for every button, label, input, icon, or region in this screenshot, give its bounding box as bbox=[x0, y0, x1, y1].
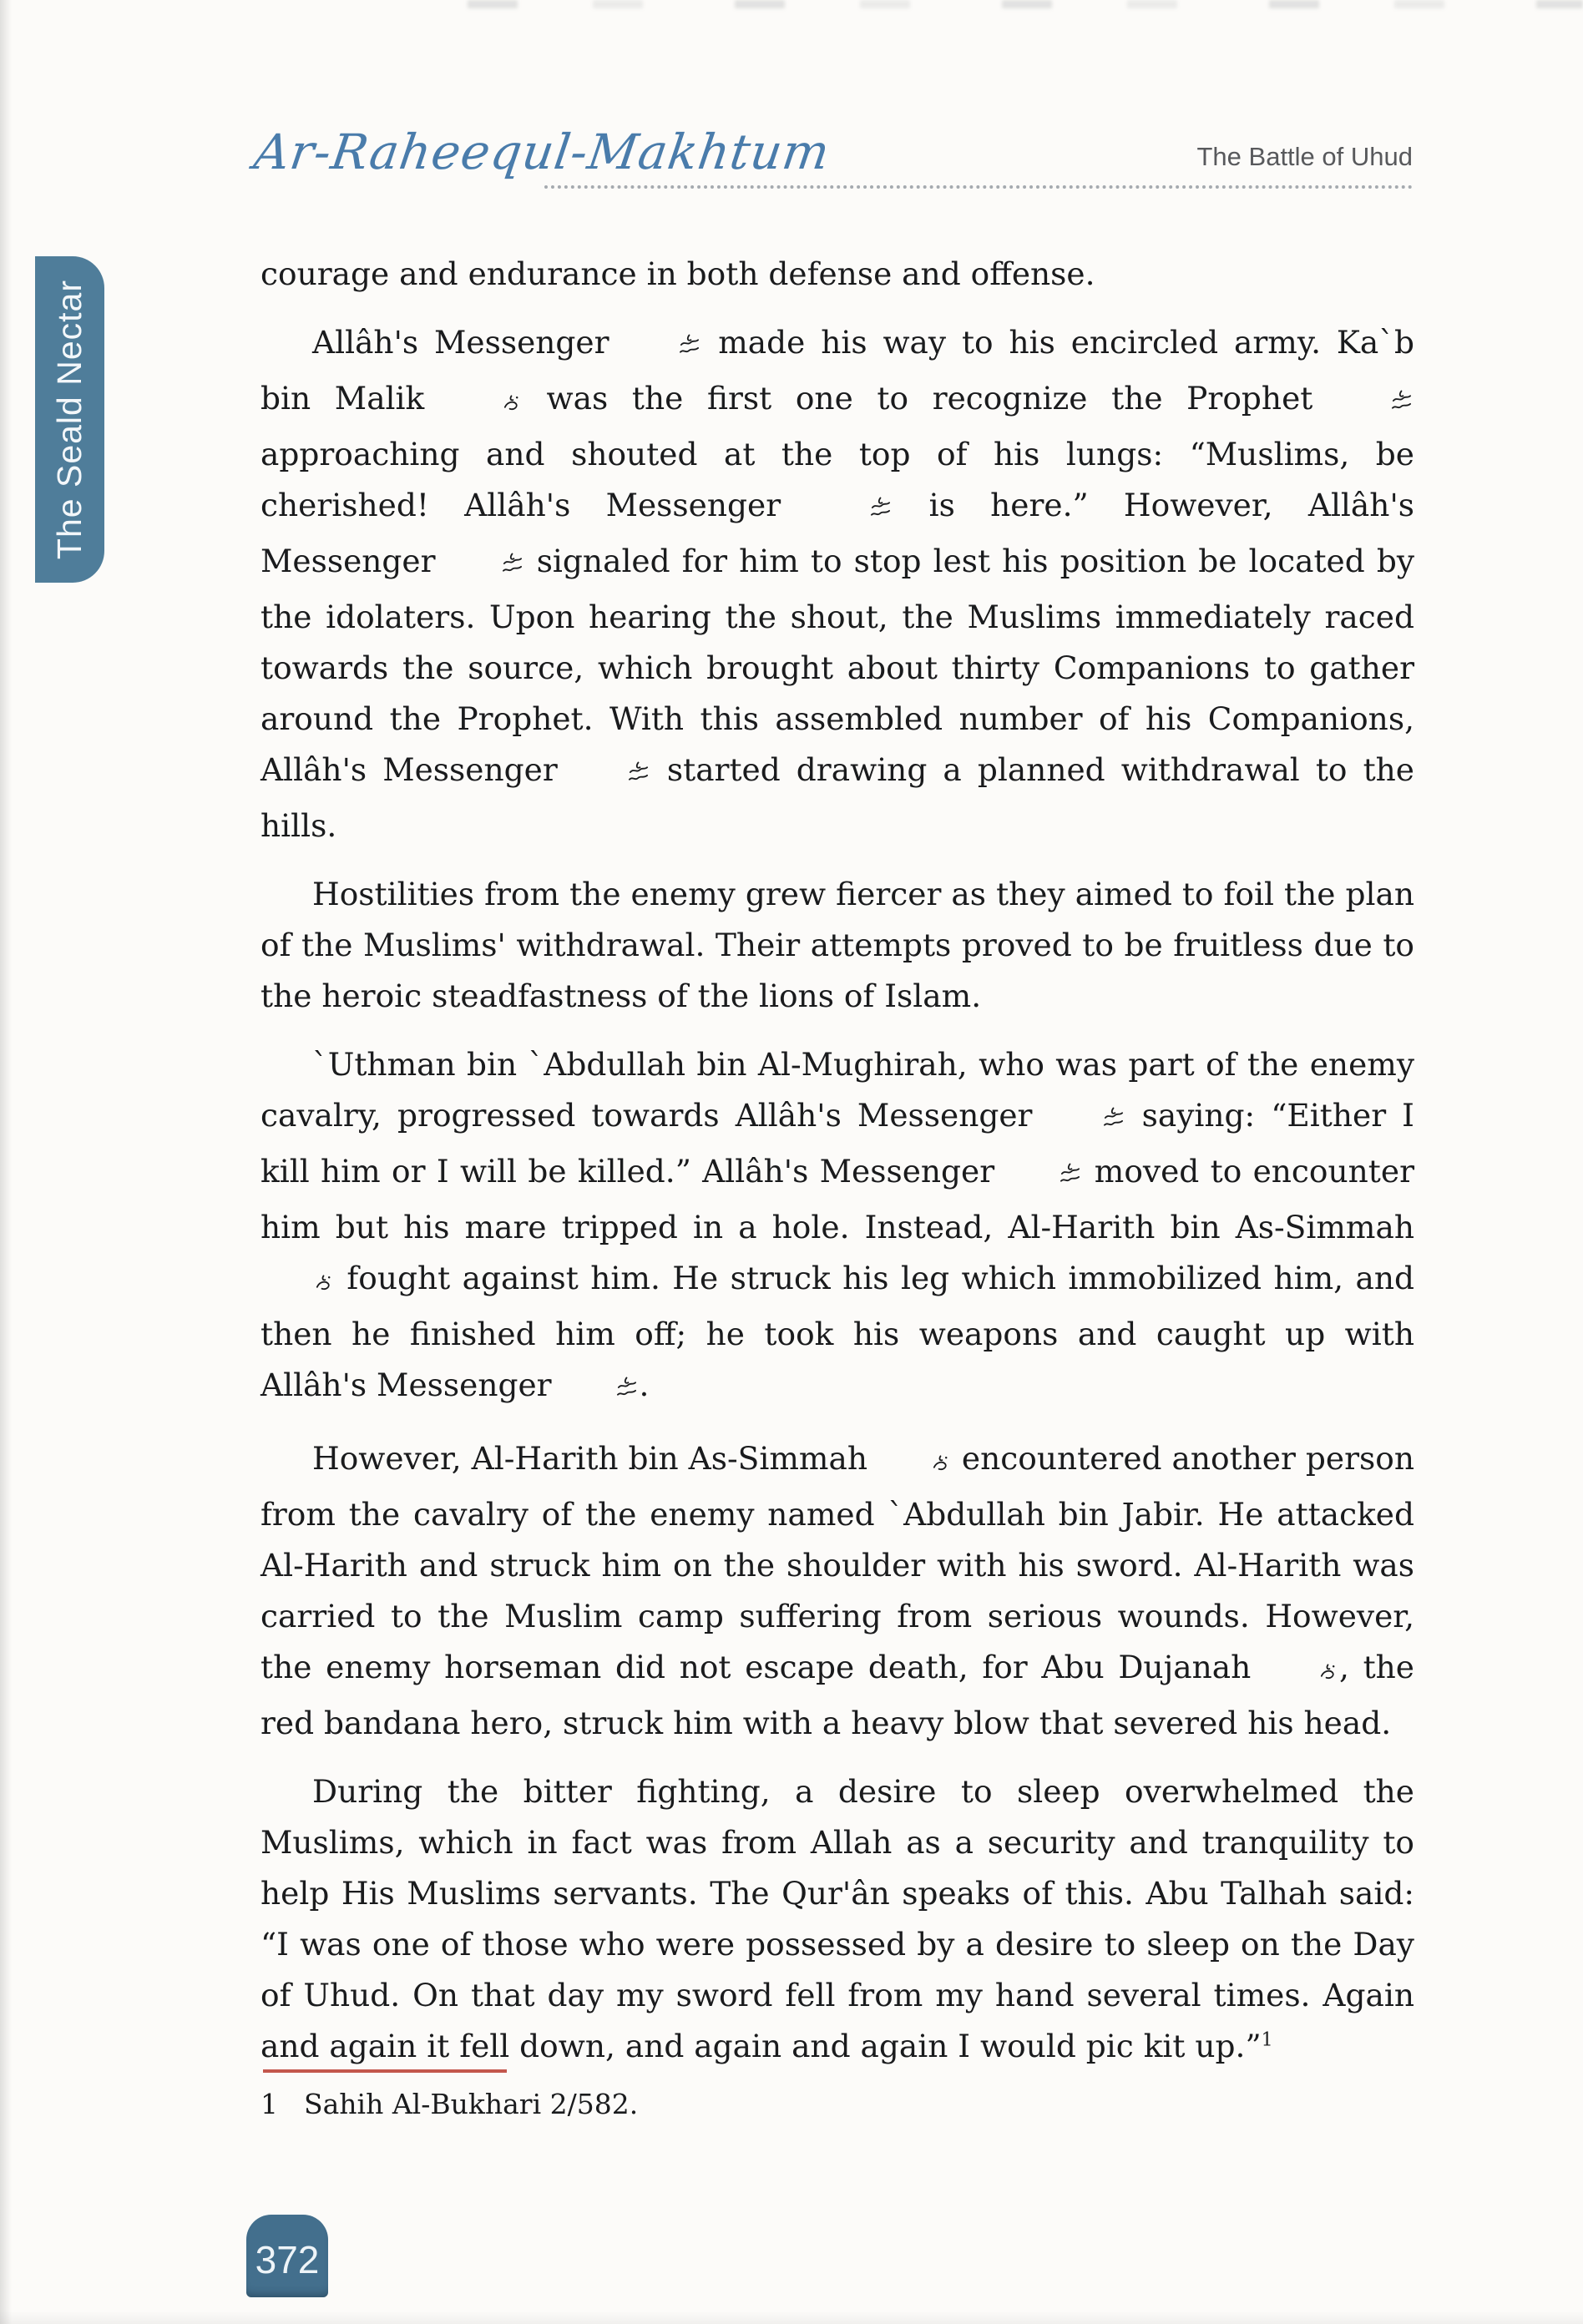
scan-smudge-top bbox=[468, 0, 1583, 8]
pbuh-icon bbox=[575, 750, 650, 801]
body-text bbox=[260, 249, 1414, 2089]
paragraph: However, Al-Harith bin As-Simmah encountered another person from the cavalry of the enemy named `Abdullah bin Jabir. He attacked Al-Harith and struck him on the shoulder with his sword. Al-Harith was carried to the Muslim camp suffering from serious wounds. However, the enemy horseman did not escape death, for Abu Dujanah , the red bandana hero, struck him with a heavy blow that severed his head. bbox=[260, 1440, 1414, 1741]
ra-icon bbox=[879, 1438, 950, 1489]
ra-icon bbox=[262, 1258, 333, 1309]
footnote-text: Sahih Al-Bukhari 2/582. bbox=[304, 2088, 639, 2120]
header-dotted-rule bbox=[544, 185, 1413, 189]
pbuh-icon bbox=[1050, 1095, 1125, 1146]
paragraph: Allâh's Messenger made his way to his encircled army. Ka`b bin Malik was the first one to recognize the Prophet approaching and shouted at the top of his lungs: “Muslims, be cherished! Allâh's Messenger is here.” However, Allâh's Messenger signaled for him to stop lest his position be located by the idolaters. Upon hearing the shout, the Muslims immediately raced towards the source, which brought about thirty Companions to gather around the Prophet. With this assembled number of his Companions, Allâh's Messenger started drawing a planned withdrawal to the hills. bbox=[260, 324, 1415, 844]
footnote-reference: 1 bbox=[1261, 2029, 1273, 2051]
paragraph: During the bitter fighting, a desire to sleep overwhelmed the Muslims, which in fact was from Allah as a security and tranquility to help His Muslims servants. The Qur'ân speaks of this. Abu Talhah said: “I was one of those who were possessed by a desire to sleep on the Day of Uhud. On that day my sword fell from my hand several times. Again and again it fell down, and again and again I would pic kit up.”$^1$ bbox=[260, 1773, 1414, 2064]
book-title-script: Ar-Raheequl-Makhtum bbox=[250, 124, 834, 180]
page-number: 372 bbox=[255, 2237, 320, 2281]
pbuh-icon bbox=[626, 322, 700, 373]
scan-edge-shadow bbox=[0, 0, 12, 2324]
page-number-box bbox=[246, 2215, 328, 2297]
footnote-marker: 1 bbox=[260, 2088, 278, 2120]
chapter-title: The Battle of Uhud bbox=[1196, 142, 1413, 171]
scan-smudge-bottom bbox=[0, 2311, 1583, 2324]
pbuh-icon bbox=[817, 485, 892, 536]
paragraph: `Uthman bin `Abdullah bin Al-Mughirah, who was part of the enemy cavalry, progressed towards Allâh's Messenger saying: “Either I kill him or I will be killed.” Allâh's Messenger moved to encounter him but his mare tripped in a hole. Instead, Al-Harith bin As-Simmah fought against him. He struck his leg which immobilized him, and then he finished him off; he took his weapons and caught up with Allâh's Messenger . bbox=[260, 1039, 1414, 1416]
side-tab bbox=[35, 256, 104, 583]
side-tab-label: The Seald Nectar bbox=[50, 279, 89, 560]
ra-icon bbox=[450, 378, 521, 429]
paragraph: courage and endurance in both defense and offense. bbox=[260, 255, 1095, 292]
footnote-separator bbox=[263, 2069, 507, 2073]
ra-icon bbox=[1267, 1647, 1338, 1698]
pbuh-icon bbox=[1338, 378, 1413, 429]
body-paragraphs bbox=[260, 249, 1414, 2072]
pbuh-icon bbox=[564, 1365, 638, 1416]
paragraph: Hostilities from the enemy grew fiercer as they aimed to foil the plan of the Muslims' withdrawal. Their attempts proved to be fruitless due to the heroic steadfastness of the lions of Islam. bbox=[260, 876, 1414, 1014]
pbuh-icon bbox=[1007, 1151, 1081, 1202]
footnote bbox=[260, 2086, 1179, 2123]
pbuh-icon bbox=[449, 541, 523, 592]
